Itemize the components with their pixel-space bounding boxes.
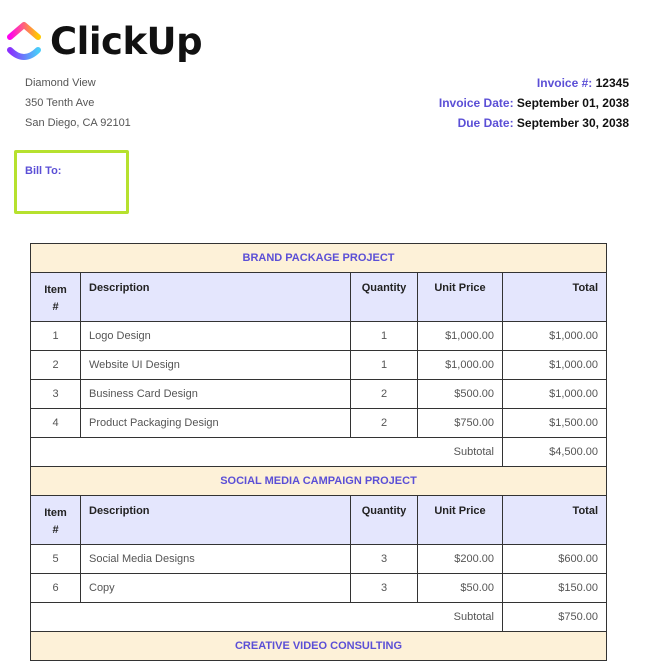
col-total: Total — [503, 273, 607, 322]
invoice-meta — [439, 76, 629, 136]
subtotal-row — [31, 438, 607, 467]
item-description: Website UI Design — [81, 351, 351, 380]
item-quantity: 3 — [351, 574, 418, 603]
item-description: Copy — [81, 574, 351, 603]
item-number: 3 — [31, 380, 81, 409]
table-row — [31, 351, 607, 380]
sender-line-2: 350 Tenth Ave — [25, 97, 95, 109]
invoice-number-value: 12345 — [595, 76, 629, 90]
column-header-row — [31, 273, 607, 322]
table-row — [31, 380, 607, 409]
item-quantity: 2 — [351, 380, 418, 409]
column-header-row — [31, 496, 607, 545]
col-quantity: Quantity — [351, 496, 418, 545]
item-unit-price: $200.00 — [418, 545, 503, 574]
item-description: Business Card Design — [81, 380, 351, 409]
item-description: Social Media Designs — [81, 545, 351, 574]
subtotal-label: Subtotal — [31, 438, 503, 467]
item-description: Product Packaging Design — [81, 409, 351, 438]
table-row — [31, 545, 607, 574]
section-title: CREATIVE VIDEO CONSULTING — [31, 632, 607, 661]
sender-address — [25, 76, 131, 136]
section-title: BRAND PACKAGE PROJECT — [31, 244, 607, 273]
section-title: SOCIAL MEDIA CAMPAIGN PROJECT — [31, 467, 607, 496]
invoice-number-row — [439, 76, 629, 96]
item-total: $1,500.00 — [503, 409, 607, 438]
item-total: $600.00 — [503, 545, 607, 574]
item-quantity: 1 — [351, 322, 418, 351]
invoice-date-value: September 01, 2038 — [516, 96, 629, 110]
item-unit-price: $750.00 — [418, 409, 503, 438]
col-item: Item # — [31, 496, 81, 545]
col-unit-price: Unit Price — [418, 273, 503, 322]
item-unit-price: $500.00 — [418, 380, 503, 409]
section-header — [31, 632, 607, 661]
due-date-label: Due Date: — [457, 116, 514, 130]
sender-line-3: San Diego, CA 92101 — [25, 117, 131, 129]
subtotal-value: $4,500.00 — [503, 438, 607, 467]
col-item: Item # — [31, 273, 81, 322]
item-total: $1,000.00 — [503, 351, 607, 380]
item-quantity: 1 — [351, 351, 418, 380]
clickup-logo-icon — [6, 20, 42, 62]
subtotal-label: Subtotal — [31, 603, 503, 632]
invoice-table — [30, 243, 607, 661]
col-unit-price: Unit Price — [418, 496, 503, 545]
brand-logo — [6, 20, 202, 62]
item-unit-price: $1,000.00 — [418, 351, 503, 380]
table-row — [31, 322, 607, 351]
invoice-date-label: Invoice Date: — [438, 96, 514, 110]
item-number: 4 — [31, 409, 81, 438]
invoice-date-row — [439, 96, 629, 116]
item-quantity: 2 — [351, 409, 418, 438]
subtotal-value: $750.00 — [503, 603, 607, 632]
item-number: 1 — [31, 322, 81, 351]
due-date-value: September 30, 2038 — [516, 116, 629, 130]
col-quantity: Quantity — [351, 273, 418, 322]
item-unit-price: $50.00 — [418, 574, 503, 603]
due-date-row — [439, 116, 629, 136]
subtotal-row — [31, 603, 607, 632]
item-quantity: 3 — [351, 545, 418, 574]
brand-name: ClickUp — [50, 19, 203, 63]
col-description: Description — [81, 273, 351, 322]
col-description: Description — [81, 496, 351, 545]
item-unit-price: $1,000.00 — [418, 322, 503, 351]
section-header — [31, 244, 607, 273]
col-total: Total — [503, 496, 607, 545]
item-total: $1,000.00 — [503, 380, 607, 409]
bill-to-label: Bill To: — [25, 165, 62, 177]
section-header — [31, 467, 607, 496]
item-total: $150.00 — [503, 574, 607, 603]
invoice-number-label: Invoice #: — [536, 76, 593, 90]
item-description: Logo Design — [81, 322, 351, 351]
item-number: 6 — [31, 574, 81, 603]
table-row — [31, 574, 607, 603]
item-total: $1,000.00 — [503, 322, 607, 351]
item-number: 2 — [31, 351, 81, 380]
sender-line-1: Diamond View — [25, 77, 96, 89]
bill-to-box[interactable] — [14, 150, 129, 214]
item-number: 5 — [31, 545, 81, 574]
table-row — [31, 409, 607, 438]
